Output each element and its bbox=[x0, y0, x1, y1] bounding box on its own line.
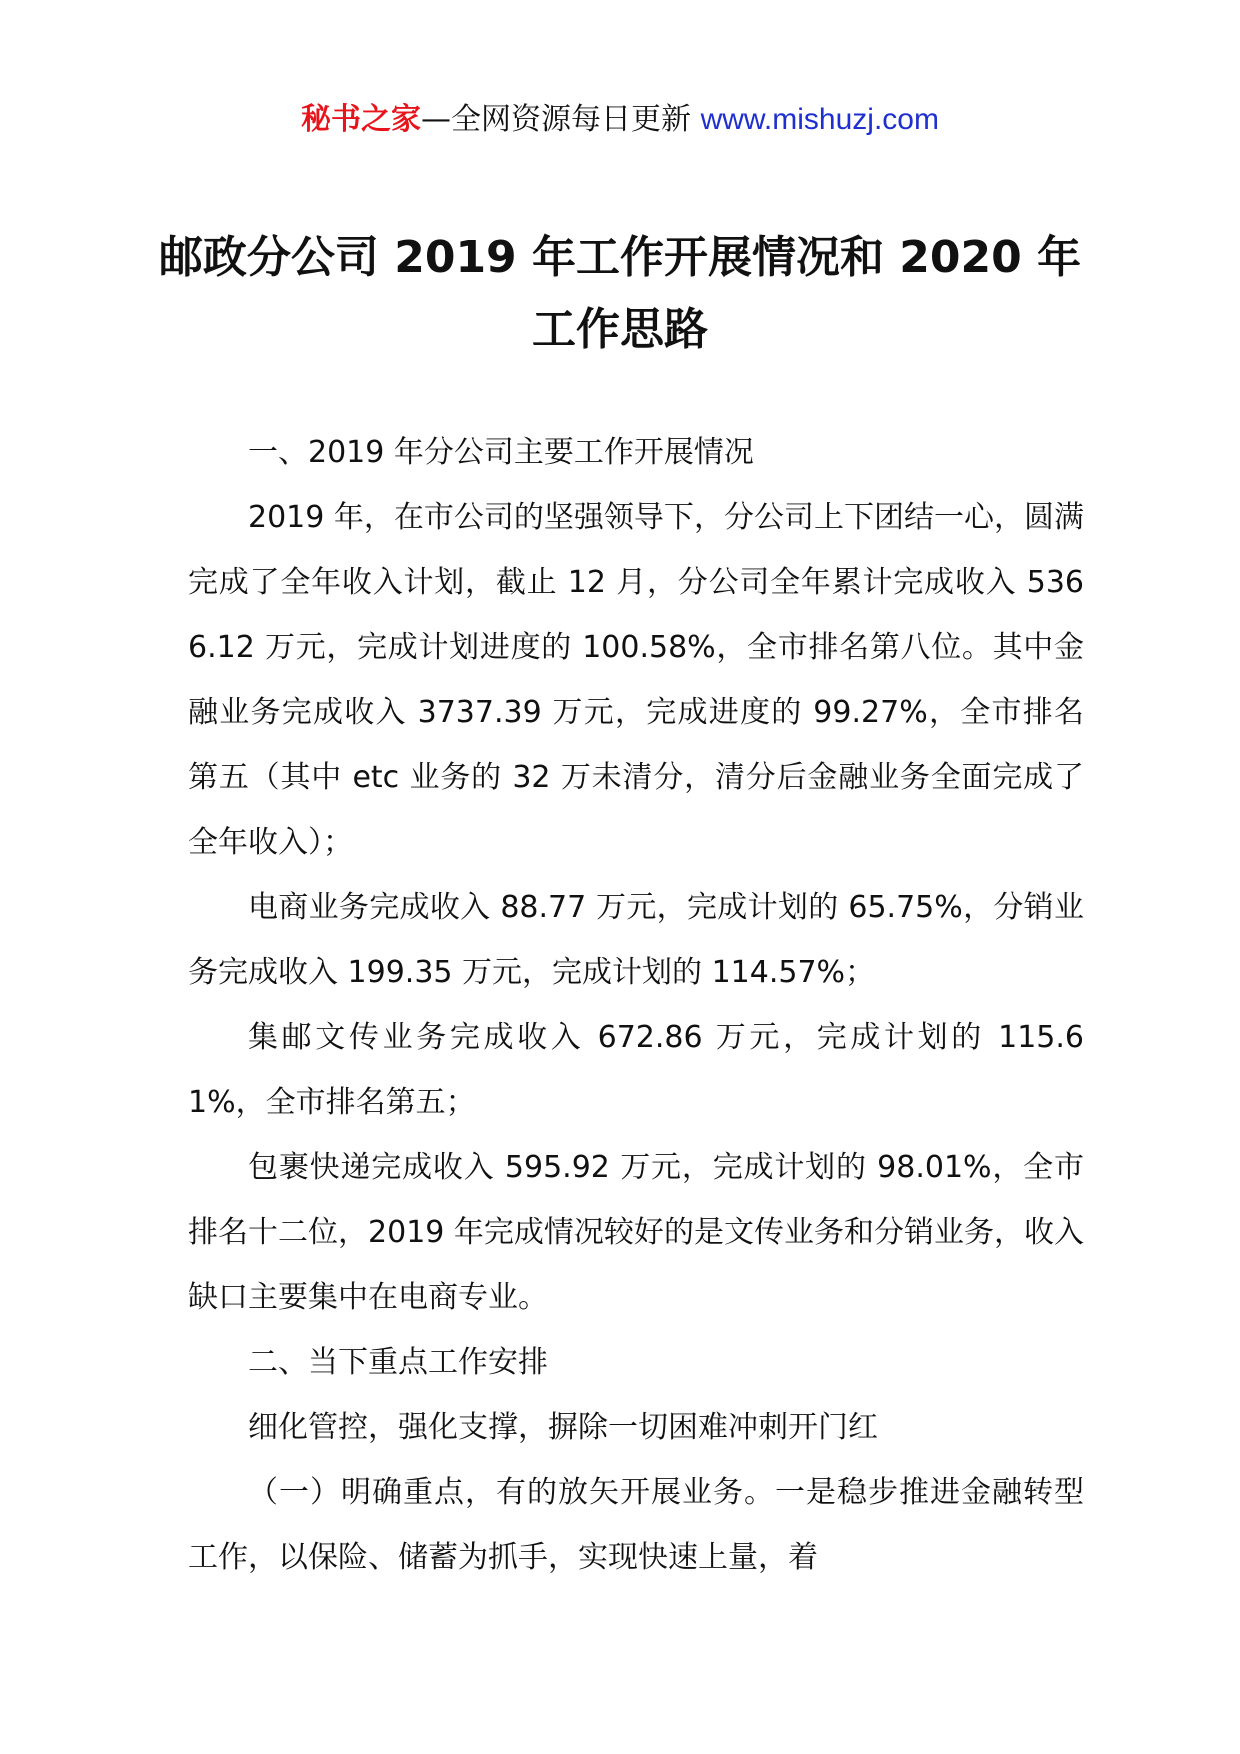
section-heading-2: 二、当下重点工作安排 bbox=[248, 1345, 548, 1380]
paragraph-parcel: 包裹快递完成收入 595.92 万元，完成计划的 98.01%，全市排名十二位，2019 年完成情况较好的是文传业务和分销业务，收入缺口主要集中在电商专业。 bbox=[188, 1150, 1084, 1315]
document-body bbox=[188, 420, 1084, 1590]
section-heading-1: 一、2019 年分公司主要工作开展情况 bbox=[248, 435, 754, 470]
site-url-link[interactable]: www.mishuzj.com bbox=[700, 103, 939, 136]
title-line-2: 工作思路 bbox=[532, 304, 708, 355]
paragraph-focus: （一）明确重点，有的放矢开展业务。一是稳步推进金融转型工作，以保险、储蓄为抓手，实现快速上量，着 bbox=[188, 1475, 1084, 1575]
brand-name: 秘书之家 bbox=[301, 102, 422, 137]
header-slogan: —全网资源每日更新 bbox=[421, 102, 701, 137]
document-title bbox=[140, 222, 1100, 366]
paragraph-ecommerce: 电商业务完成收入 88.77 万元，完成计划的 65.75%，分销业务完成收入 199.35 万元，完成计划的 114.57%； bbox=[188, 890, 1084, 990]
paragraph-philately: 集邮文传业务完成收入 672.86 万元，完成计划的 115.61%，全市排名第五； bbox=[188, 1020, 1084, 1120]
paragraph-overview: 2019 年，在市公司的坚强领导下，分公司上下团结一心，圆满完成了全年收入计划，截止 12 月，分公司全年累计完成收入 5366.12 万元，完成计划进度的 100.58%，全市排名第八位。其中金融业务完成收入 3737.39 万元，完成进度的 99.27%，全市排名第五（其中 etc 业务的 32 万未清分，清分后金融业务全面完成了全年收入）； bbox=[188, 500, 1084, 860]
paragraph-subtitle: 细化管控，强化支撑，摒除一切困难冲刺开门红 bbox=[248, 1410, 878, 1445]
site-header bbox=[0, 100, 1240, 140]
title-line-1: 邮政分公司 2019 年工作开展情况和 2020 年 bbox=[158, 232, 1082, 283]
